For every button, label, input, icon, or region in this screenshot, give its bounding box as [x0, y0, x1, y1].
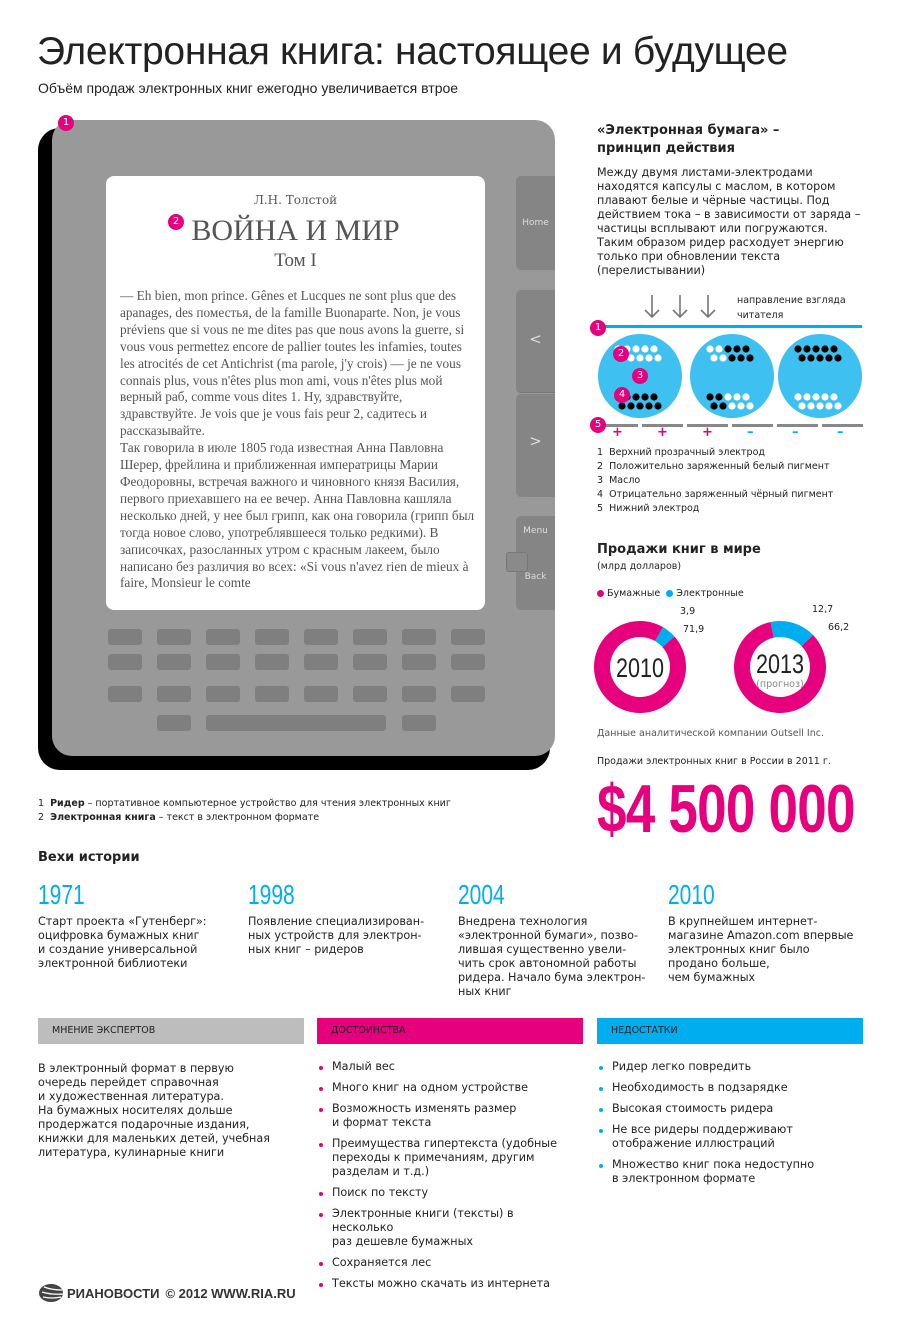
black-particle	[645, 402, 652, 409]
legend-item: 5 Нижний электрод	[597, 503, 700, 514]
milestone-year: 2010	[668, 879, 715, 910]
black-particle	[821, 345, 828, 352]
russia-sales-label: Продажи электронных книг в России в 2011 г.	[597, 756, 831, 767]
white-particle	[825, 402, 832, 409]
ereader-screen	[106, 176, 485, 610]
milestone-year: 2004	[458, 879, 505, 910]
keyboard-key[interactable]	[255, 629, 289, 645]
legend-item: 4 Отрицательно заряженный чёрный пигмент	[597, 489, 834, 500]
sales-heading: Продажи книг в мире	[597, 542, 761, 557]
list-item: Преимущества гипертекста (удобные переходы к примечаниям, другим разделам и т.д.)	[317, 1137, 577, 1179]
milestone-year: 1971	[38, 879, 85, 910]
list-item: Поиск по тексту	[317, 1186, 577, 1200]
menu-back-button[interactable]	[516, 516, 555, 610]
keyboard-key[interactable]	[108, 629, 142, 645]
prev-page-button[interactable]: <	[516, 290, 555, 393]
menu-label: Menu	[523, 526, 548, 536]
black-particle	[719, 402, 726, 409]
charge-sign: –	[747, 425, 754, 440]
black-particle	[746, 354, 753, 361]
marker-badge: 4	[614, 387, 630, 403]
marker-badge: 1	[590, 320, 606, 336]
white-particle	[834, 402, 841, 409]
white-particle	[632, 345, 639, 352]
white-particle	[742, 393, 749, 400]
white-particle	[645, 354, 652, 361]
keyboard-key[interactable]	[353, 629, 387, 645]
list-item: Не все ридеры поддерживают отображение иллюстраций	[597, 1123, 857, 1151]
epaper-legend	[597, 446, 833, 516]
keyboard-key[interactable]	[402, 654, 436, 670]
black-particle	[825, 354, 832, 361]
black-particle	[834, 354, 841, 361]
charge-sign: +	[657, 425, 668, 440]
white-particle	[710, 354, 717, 361]
black-particle	[715, 393, 722, 400]
label-paper: 71,9	[683, 624, 705, 635]
view-direction-label: направление взгляда читателя	[737, 295, 846, 321]
top-electrode	[597, 325, 862, 328]
marker-badge: 5	[590, 417, 606, 433]
white-particle	[724, 393, 731, 400]
sales-donut-charts	[585, 605, 875, 730]
experts-header: МНЕНИЕ ЭКСПЕРТОВ	[38, 1018, 304, 1044]
footer	[38, 1283, 296, 1303]
list-item: Много книг на одном устройстве	[317, 1081, 577, 1095]
list-item: Необходимость в подзарядке	[597, 1081, 857, 1095]
cons-header: НЕДОСТАТКИ	[597, 1018, 863, 1044]
book-text: — Eh bien, mon prince. Gênes et Lucques ne sont plus que des apanages, des поместья, de la famille Buonaparte. Non, je vous préviens que si vous ne me dites pas que nous avons la guerre, si vous vous permettez encore de pallier toutes les infamies, toutes les atrocités de cet Antichrist (ma parole, j'y crois) — je ne vous connais plus, vous n'êtes plus mon ami, vous n'êtes plus мой верный раб, comme vous dites 1. Ну, здравствуйте, здравствуйте. Je vois que je vous fais peur 2, садитесь и рассказывайте. Так говорила в июле 1805 года известная Анна Павловна Шерер, фрейлина и приближенная императрицы Марии Феодоровны, встречая важного и чиновного князя Василия, первого приехавшего на ее вечер. Анна Павловна кашляла несколько дней, у нее был грипп, как она говорила (грипп был тогда новое слово, употреблявшееся только редкими). В записочках, разосланных утром с красным лакеем, было написано без различия во всех: «Si vous n'avez rien de mieux à faire, Monsieur le comte	[120, 288, 475, 591]
black-particle	[830, 345, 837, 352]
white-particle	[807, 402, 814, 409]
epaper-description: Между двумя листами-электродами находятся капсулы с маслом, в котором плавают белые и чёрные частицы. Под действием тока – в зависимости от заряда – частицы всплывают или погружаются. Таким образом ридер расходует энергию только при обновлении текста (перелистывании)	[597, 166, 861, 277]
black-particle	[654, 402, 661, 409]
black-particle	[627, 402, 634, 409]
label-electronic: 3,9	[680, 606, 696, 617]
black-particle	[641, 393, 648, 400]
keyboard-key[interactable]	[451, 686, 485, 702]
pros-list	[317, 1060, 577, 1298]
white-particle	[733, 393, 740, 400]
white-particle	[737, 402, 744, 409]
keyboard-key[interactable]	[304, 686, 338, 702]
note-item: 1 Ридер – портативное компьютерное устройство для чтения электронных книг	[38, 798, 451, 809]
cons-list	[597, 1060, 857, 1193]
pros-header: ДОСТОИНСТВА	[317, 1018, 583, 1044]
keyboard-key[interactable]	[255, 686, 289, 702]
arrow-down-icon	[645, 295, 715, 317]
charge-sign: –	[837, 425, 844, 440]
black-particle	[636, 402, 643, 409]
keyboard-key[interactable]	[255, 654, 289, 670]
milestone-text: Внедрена технология «электронной бумаги», позво- лившая существенно увели- чить срок автономной работы ридера. Начало бума электрон- ных книг	[458, 915, 646, 998]
list-item: Малый вес	[317, 1060, 577, 1074]
milestone-text: Появление специализирован- ных устройств для электрон- ных книг – ридеров	[248, 915, 425, 956]
black-particle	[742, 345, 749, 352]
keyboard-key[interactable]	[451, 654, 485, 670]
black-particle	[812, 345, 819, 352]
keyboard-key[interactable]	[206, 686, 240, 702]
keyboard-key[interactable]	[157, 686, 191, 702]
list-item: Сохраняется лес	[317, 1256, 577, 1270]
keyboard-key[interactable]	[304, 629, 338, 645]
ria-logo-text: РИАНОВОСТИ	[67, 1285, 160, 1301]
keyboard-key[interactable]	[353, 654, 387, 670]
legend-paper: Бумажные	[597, 588, 660, 599]
copyright: © 2012 WWW.RIA.RU	[165, 1285, 296, 1301]
marker-badge: 3	[632, 368, 648, 384]
page-subtitle: Объём продаж электронных книг ежегодно увеличивается втрое	[38, 80, 459, 96]
square-icon	[506, 552, 528, 572]
keyboard-key[interactable]	[206, 715, 386, 731]
white-particle	[641, 345, 648, 352]
donut-year: 2013	[755, 649, 805, 680]
white-particle	[706, 345, 713, 352]
black-particle	[632, 393, 639, 400]
milestone-year: 1998	[248, 879, 295, 910]
black-particle	[618, 402, 625, 409]
black-particle	[706, 393, 713, 400]
legend-electronic: Электронные	[666, 588, 743, 599]
milestone-text: В крупнейшем интернет- магазине Amazon.com впервые электронных книг было продано больше, чем бумажных	[668, 915, 854, 984]
charge-sign: –	[792, 425, 799, 440]
black-particle	[816, 354, 823, 361]
charge-sign: +	[612, 425, 623, 440]
note-item: 2 Электронная книга – текст в электронном формате	[38, 812, 320, 823]
keyboard-key[interactable]	[206, 654, 240, 670]
donut-subtitle: (прогноз)	[756, 679, 804, 690]
white-particle	[794, 393, 801, 400]
black-particle	[710, 402, 717, 409]
white-particle	[803, 393, 810, 400]
back-label: Back	[524, 572, 547, 582]
keyboard-key[interactable]	[304, 654, 338, 670]
russia-sales-value: $4 500 000	[597, 771, 855, 847]
keyboard-key[interactable]	[353, 686, 387, 702]
white-particle	[636, 354, 643, 361]
white-particle	[650, 345, 657, 352]
milestone-text: Старт проекта «Гутенберг»: оцифровка бумажных книг и создание универсальной электронной библиотеки	[38, 915, 207, 970]
white-particle	[798, 402, 805, 409]
keyboard-key[interactable]	[157, 629, 191, 645]
experts-text: В электронный формат в первую очередь перейдет справочная и художественная литература. На бумажных носителях дольше продержатся подарочные издания, книжки для маленьких детей, учебная литература, кулинарные книги	[38, 1062, 270, 1159]
list-item: Тексты можно скачать из интернета	[317, 1277, 577, 1291]
black-particle	[733, 345, 740, 352]
black-particle	[794, 345, 801, 352]
list-item: Ридер легко повредить	[597, 1060, 857, 1074]
donut-year: 2010	[615, 653, 665, 684]
label-electronic: 12,7	[812, 605, 834, 615]
black-particle	[650, 393, 657, 400]
epaper-heading: «Электронная бумага» – принцип действия	[597, 123, 780, 156]
keyboard-key[interactable]	[451, 629, 485, 645]
device-notes	[38, 797, 451, 825]
black-particle	[803, 345, 810, 352]
label-paper: 66,2	[828, 622, 850, 633]
list-item: Возможность изменять размер и формат текста	[317, 1102, 577, 1130]
page-title: Электронная книга: настоящее и будущее	[37, 30, 788, 73]
keyboard-key[interactable]	[206, 629, 240, 645]
sales-legend	[597, 588, 744, 599]
white-particle	[728, 402, 735, 409]
keyboard-key[interactable]	[157, 654, 191, 670]
black-particle	[798, 354, 805, 361]
book-title: ВОЙНА И МИР	[191, 214, 400, 247]
black-particle	[724, 345, 731, 352]
white-particle	[830, 393, 837, 400]
list-item: Множество книг пока недоступно в электронном формате	[597, 1158, 857, 1186]
book-volume: Том I	[274, 250, 317, 271]
black-particle	[807, 354, 814, 361]
legend-item: 2 Положительно заряженный белый пигмент	[597, 461, 830, 472]
white-particle	[719, 354, 726, 361]
white-particle	[821, 393, 828, 400]
legend-item: 3 Масло	[597, 475, 641, 486]
legend-item: 1 Верхний прозрачный электрод	[597, 447, 765, 458]
marker-badge: 1	[58, 115, 74, 131]
next-page-button[interactable]: >	[516, 394, 555, 497]
white-particle	[746, 402, 753, 409]
sales-unit: (млрд долларов)	[597, 561, 682, 572]
marker-badge: 2	[613, 346, 629, 362]
black-particle	[737, 354, 744, 361]
epaper-diagram	[585, 290, 875, 440]
sales-source: Данные аналитической компании Outsell Inc.	[597, 728, 824, 739]
home-button[interactable]: Home	[516, 176, 555, 270]
keyboard-key[interactable]	[108, 686, 142, 702]
keyboard-key[interactable]	[402, 715, 436, 731]
black-particle	[728, 354, 735, 361]
ria-globe-logo-icon	[38, 1283, 64, 1303]
white-particle	[715, 345, 722, 352]
charge-sign: +	[702, 425, 713, 440]
white-particle	[654, 354, 661, 361]
keyboard-key[interactable]	[108, 654, 142, 670]
list-item: Электронные книги (тексты) в несколько раз дешевле бумажных	[317, 1207, 577, 1249]
keyboard-key[interactable]	[402, 686, 436, 702]
white-particle	[812, 393, 819, 400]
white-particle	[816, 402, 823, 409]
history-heading: Вехи истории	[38, 850, 140, 865]
keyboard-key[interactable]	[402, 629, 436, 645]
marker-badge: 2	[168, 214, 184, 230]
list-item: Высокая стоимость ридера	[597, 1102, 857, 1116]
keyboard-key[interactable]	[157, 715, 191, 731]
book-author: Л.Н. Толстой	[253, 193, 338, 207]
